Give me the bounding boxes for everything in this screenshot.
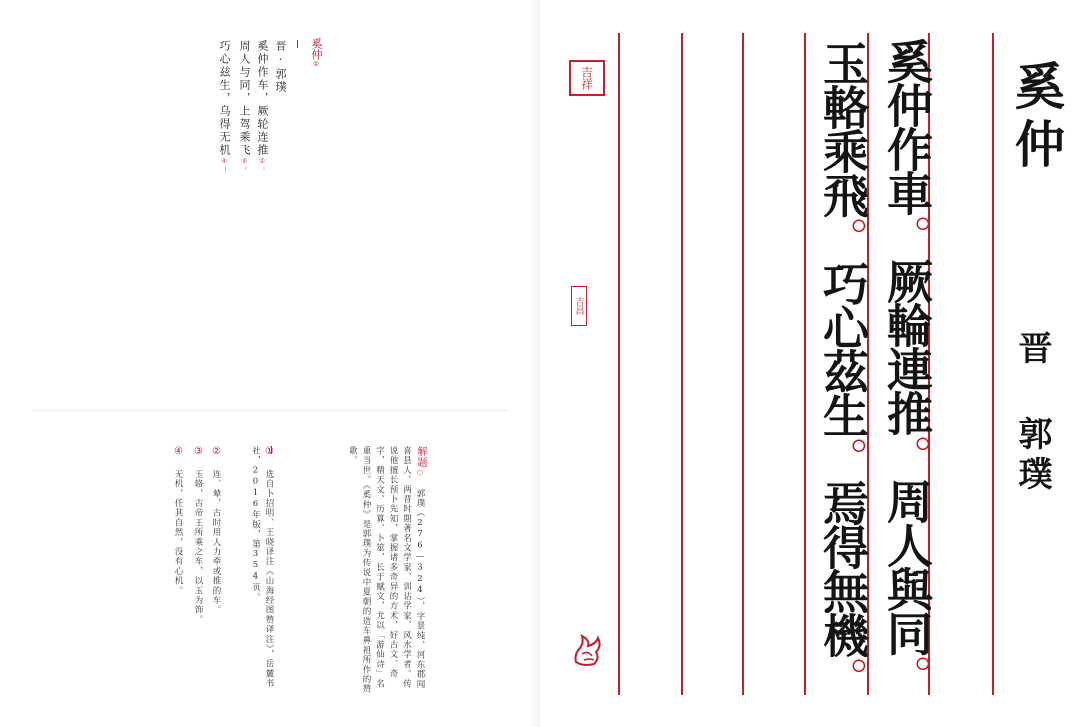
seal-middle: 吉昌	[571, 286, 587, 326]
ruled-line	[992, 33, 994, 695]
poem-author-line: 晋·郭璞	[274, 40, 287, 94]
author-note-text: 郭璞（276—324），字景纯，河东郡闻喜县人。两晋时期著名文学家、训诂学家、风水学者。传说他擅长预卜先知，掌握诸多奇异的方术，好古文、奇字，精天文、历算、卜筮，长于赋文，尤以「游仙诗」名重当世。《奚仲》是郭璞为传说中夏朝的造车鼻祖所作的赞歌。	[347, 446, 425, 694]
note-item-4: ④ 无机，任其自然，没有心机。	[173, 446, 184, 596]
poem-line-2: 周人与同，上驾乘飞③。	[238, 40, 251, 176]
poem-line-1: 奚仲作车，厥轮连推②。	[256, 40, 269, 176]
note-item-2: ② 连、辇，古时用人力牵或推的车。	[211, 446, 222, 615]
calligraphy-author: 晋 郭璞	[1012, 330, 1052, 496]
ruled-line	[681, 33, 683, 695]
ruled-line	[742, 33, 744, 695]
note-item-1: ① 选自卜招明、王晓译注《山海经图赞译注》，岳麓书社，2016年版，第354页。	[250, 446, 275, 689]
page-divider	[32, 410, 508, 411]
right-page	[540, 0, 1080, 727]
calligraphy-line-2: 玉輅乘飛。巧心茲生。焉得無機。	[816, 40, 870, 700]
seal-bottom-icon	[570, 632, 606, 668]
note-item-3: ③ 玉辂，古帝王所乘之车，以玉为饰。	[193, 446, 204, 625]
poem-line-3: 巧心兹生，乌得无机④！	[218, 40, 231, 176]
poem-title-text: 奚仲	[310, 38, 323, 60]
ruled-line	[804, 33, 806, 695]
seal-top: 吉祥	[569, 60, 605, 96]
calligraphy-title: 奚仲	[1007, 60, 1066, 176]
calligraphy-line-1: 奚仲作車。厥輪連推。周人與同。	[880, 38, 934, 698]
author-note-label: 解题	[415, 446, 426, 469]
title-note-mark: ①	[312, 60, 320, 68]
red-tick-mark	[297, 40, 298, 48]
ruled-line	[618, 33, 620, 695]
poem-title	[308, 38, 324, 68]
author-note: 解题○ 郭璞（276—324），字景纯，河东郡闻喜县人。两晋时期著名文学家、训诂学家、风水学者。传说他擅长预卜先知，掌握诸多奇异的方术，好古文、奇字，精天文、历算、卜筮，长于赋文，尤以「游仙诗」名重当世。《奚仲》是郭璞为传说中夏朝的造车鼻祖所作的赞歌。	[347, 446, 426, 694]
